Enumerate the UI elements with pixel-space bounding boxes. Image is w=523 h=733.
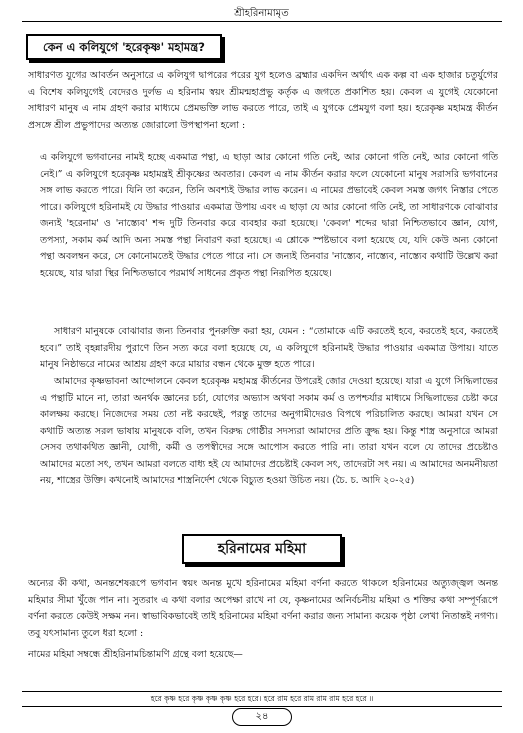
section-heading-why-mahamantra: কেন এ কলিযুগে 'হরেকৃষ্ণ' মহামন্ত্র? [26, 34, 222, 60]
running-head: শ্রীহরিনামামৃত [234, 8, 289, 19]
quote-paragraph-3 [40, 374, 498, 522]
quote-paragraph-2-text: সাধারণ মানুষকে বোঝাবার জন্য তিনবার পুনরুক্তি করা হয়, যেমন : “তোমাকে এটি করতেই হবে, করতেই হবে, করতেই হবে।” তাই বৃহন্নারদীয় পুরাণে তিন সত্য করে বলা হয়েছে যে, এ কলিযুগে হরিনামই উদ্ধার পাওয়ার একমাত্র উপায়। যাতে মানুষ নিষ্ঠাভরে নামের আশ্রয় গ্রহণ করে মায়ার বন্ধন থেকে মুক্ত হতে পারে। [40, 326, 498, 370]
intro-paragraph: সাধারণত যুগের আবর্তন অনুসারে এ কলিযুগ দ্বাপরের পরের যুগ হলেও ব্রহ্মার একদিন অর্থাৎ এক কল্প বা এক হাজার চতুর্যুগের এ বিশেষ কলিযুগেই বেদেরও দুর্লভ এ হরিনাম স্বয়ং শ্রীমন্মহাপ্রভু কর্তৃক এ জগতে প্রকাশিত হয়। কেবল এ যুগেই যেকোনো সাধারণ মানুষ এ নাম গ্রহণ করার মাধ্যমে প্রেমভক্তি লাভ করতে পারে, তাই এ যুগকে প্রেমযুগ বলা হয়। হরেকৃষ্ণ মহামন্ত্র কীর্তন প্রসঙ্গে শ্রীল প্রভুপাদের অত্যন্ত জোরালো উপস্থাপনা হলো : [28, 70, 498, 131]
header-rule [22, 21, 502, 22]
page-number: ২৪ [232, 708, 292, 726]
glory-paragraph: অন্যের কী কথা, অনন্তশেষরূপে ভগবান স্বয়ং অনন্ত মুখে হরিনামের মহিমা বর্ণনা করতে থাকলে হরিনামের অত্যুজ্জ্বল অনন্ত মহিমার সীমা খুঁজে পান না। সুতরাং এ কথা বলার অপেক্ষা রাখে না যে, কৃষ্ণনামের অনির্বচনীয় মহিমা ও শক্তির কথা সম্পূর্ণরূপে বর্ণনা করতে কেউই সক্ষম নন। স্বাভাবিকভাবেই তাই হরিনামের মহিমা বর্ণনা করার জন্য সামান্য কয়েক পৃষ্ঠা লেখা নিতান্তই নগণ্য। তবু যৎসামান্য তুলে ধরা হলো : [28, 578, 498, 639]
quote-paragraph-3-text: আমাদের কৃষ্ণভাবনা আন্দোলনে কেবল হরেকৃষ্ণ মহামন্ত্র কীর্তনের উপরেই জোর দেওয়া হয়েছে। যারা এ যুগে সিদ্ধিলাভের এ পন্থাটি মানে না, তারা অনর্থক জ্ঞানের চর্চা, যোগের অভ্যাস অথবা সকাম কর্ম ও তপশ্চর্যার মাধ্যমে সিদ্ধিলাভের চেষ্টা করে কালক্ষয় করছে। নিজেদের সময় তো নষ্ট করছেই, পরন্তু তাদের অনুগামীদেরও বিপথে পরিচালিত করছে। আমরা যখন সে কথাটি অত্যন্ত সরল ভাষায় মানুষকে বলি, তখন বিরুদ্ধ গোষ্ঠীর সদস্যরা আমাদের প্রতি ক্রুদ্ধ হয়। কিন্তু শাস্ত্র অনুসারে আমরা সেসব তথাকথিত জ্ঞানী, যোগী, কর্মী ও তপস্বীদের সঙ্গে আপোস করতে পারি না। তারা যখন বলে যে তাদের প্রচেষ্টাও আমাদের মতো সৎ, তখন আমরা বলতে বাধ্য হই যে আমাদের প্রচেষ্টাই কেবল সৎ, তাদেরটা সৎ নয়। এ আমাদের অনমনীয়তা নয়, শাস্ত্রের উক্তি। কখনোই আমাদের শাস্ত্রনির্দেশ থেকে বিচ্যুত হওয়া উচিত নয়। (চৈ. চ. আদি ২০-২৫) [40, 376, 498, 486]
quote-paragraph-2 [40, 324, 498, 374]
footer-mantra-band: হরে কৃষ্ণ হরে কৃষ্ণ কৃষ্ণ কৃষ্ণ হরে হরে। হরে রাম হরে রাম রাম রাম হরে হরে ॥ [22, 691, 502, 707]
section-heading-glory-of-holy-name: হরিনামের মহিমা [182, 534, 342, 564]
lead-in-line: নামের মহিমা সম্বন্ধে শ্রীহরিনামচিন্তামণি গ্রন্থে বলা হয়েছে— [28, 649, 243, 660]
quote-paragraph-1: এ কলিযুগে ভগবানের নামই হচ্ছে একমাত্র পন্থা, এ ছাড়া আর কোনো গতি নেই, আর কোনো গতি নেই, আর কোনো গতি নেই।” এ কলিযুগে হরেকৃষ্ণ মহামন্ত্রই শ্রীকৃষ্ণের অবতার। কেবল এ নাম কীর্তন করার ফলে যেকোনো মানুষ সরাসরি ভগবানের সঙ্গ লাভ করতে পারে। যিনি তা করেন, তিনি অবশ্যই উদ্ধার লাভ করেন। এ নামের প্রভাবেই কেবল সমস্ত জগৎ নিস্তার পেতে পারে। কলিযুগে হরিনামই যে উদ্ধার পাওয়ার একমাত্র উপায় এবং এ ছাড়া যে আর কোনো গতি নেই, তা সাধারণকে বোঝাবার জন্যই 'হরেনাম' ও 'নাস্ত্যেব' শব্দ দুটি তিনবার করে ব্যবহার করা হয়েছে। 'কেবল' শব্দের দ্বারা নিশ্চিতভাবে জ্ঞান, যোগ, তপস্যা, সকাম কর্ম আদি অন্য সমস্ত পন্থা নিবারণ করা হয়েছে। এ শ্লোকে স্পষ্টভাবে বলা হয়েছে যে, যদি কেউ অন্য কোনো পন্থা অবলম্বন করে, সে কোনোমতেই উদ্ধার পেতে পারে না। সে জন্যই তিনবার 'নাস্ত্যেব, নাস্ত্যেব, নাস্ত্যেব কথাটি উল্লেখ করা হয়েছে, যার দ্বারা স্থির নিশ্চিতভাবে পরমার্থ সাধনের প্রকৃত পন্থা নিরূপিত হয়েছে। [40, 152, 498, 279]
